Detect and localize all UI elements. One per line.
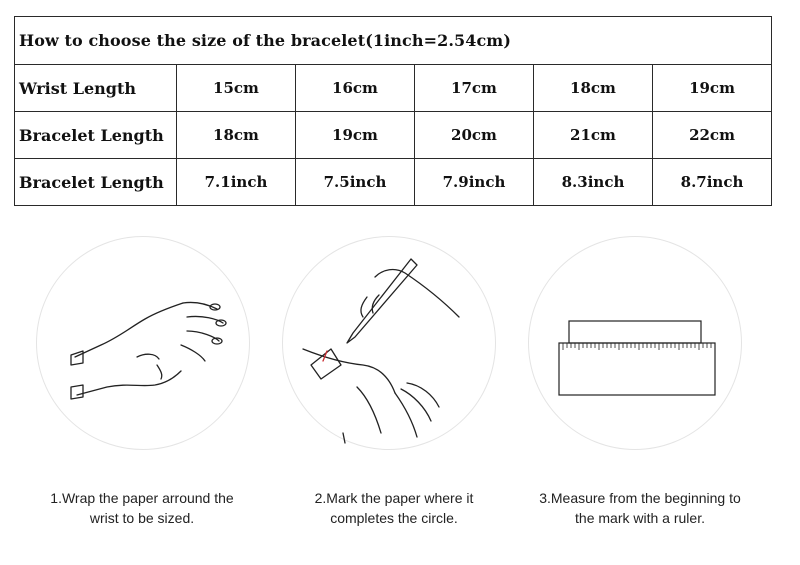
table-cell: 15cm [177, 65, 296, 112]
table-cell: 8.7inch [653, 159, 772, 206]
table-cell: 7.1inch [177, 159, 296, 206]
step-3-illustration [528, 236, 742, 450]
pen-marking-wrist-icon [283, 237, 495, 449]
step-1-caption-line2: wrist to be sized. [89, 510, 195, 526]
step-3-caption-line1: 3.Measure from the beginning to [539, 490, 741, 506]
ruler-icon [529, 237, 741, 449]
table-cell: 16cm [296, 65, 415, 112]
table-cell: 21cm [534, 112, 653, 159]
step-2-caption-line2: completes the circle. [330, 510, 458, 526]
hand-with-paper-strip-icon [37, 237, 249, 449]
step-3-caption [510, 488, 770, 528]
table-cell: 20cm [415, 112, 534, 159]
step-1-caption [12, 488, 272, 528]
table-cell: 7.9inch [415, 159, 534, 206]
table-title-row [15, 17, 772, 65]
table-cell: 18cm [534, 65, 653, 112]
step-1-illustration [36, 236, 250, 450]
row-label-wrist-length: Wrist Length [15, 65, 177, 112]
table-cell: 22cm [653, 112, 772, 159]
step-2-caption-line1: 2.Mark the paper where it [314, 490, 474, 506]
table-title: How to choose the size of the bracelet(1inch=2.54cm) [15, 17, 772, 65]
table-cell: 19cm [653, 65, 772, 112]
step-1-caption-line1: 1.Wrap the paper arround the [50, 490, 234, 506]
step-3-caption-line2: the mark with a ruler. [575, 510, 705, 526]
table-cell: 7.5inch [296, 159, 415, 206]
measuring-steps [0, 236, 800, 536]
table-cell: 17cm [415, 65, 534, 112]
table-row [15, 159, 772, 206]
table-row [15, 65, 772, 112]
step-2-caption [264, 488, 524, 528]
table-cell: 18cm [177, 112, 296, 159]
table-row [15, 112, 772, 159]
table-cell: 19cm [296, 112, 415, 159]
row-label-bracelet-length-inch: Bracelet Length [15, 159, 177, 206]
row-label-bracelet-length-cm: Bracelet Length [15, 112, 177, 159]
step-2-illustration [282, 236, 496, 450]
table-cell: 8.3inch [534, 159, 653, 206]
size-chart-table [14, 16, 772, 206]
